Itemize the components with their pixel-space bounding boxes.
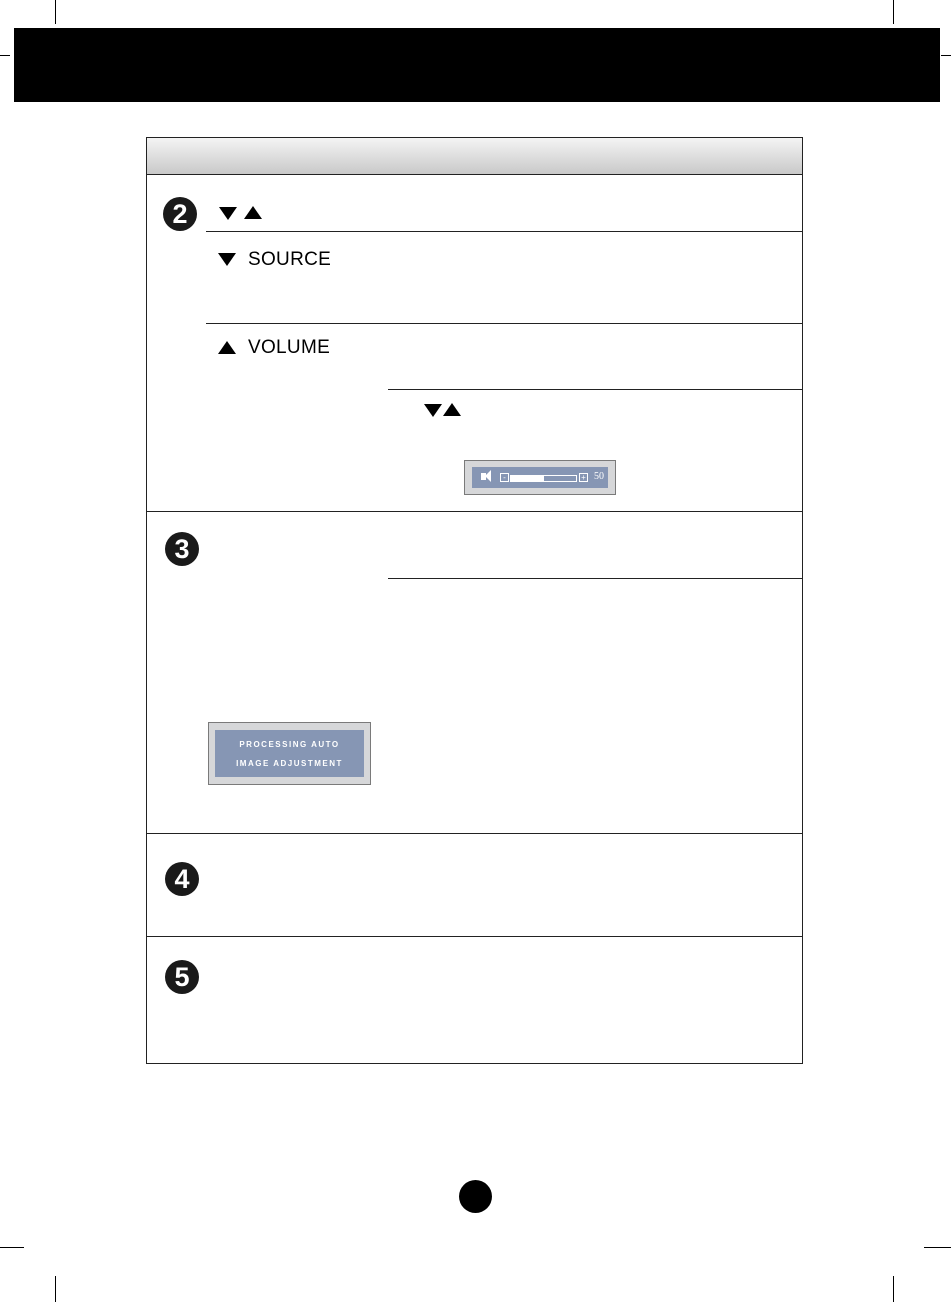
crop-mark: [55, 0, 56, 24]
down-arrow-icon: [218, 253, 236, 266]
volume-plus-icon: +: [579, 473, 588, 482]
section-number-3: 3: [165, 532, 199, 566]
processing-osd-panel: [215, 730, 364, 777]
section-divider: [147, 833, 803, 834]
crop-mark: [893, 1276, 894, 1302]
down-arrow-icon: [219, 207, 237, 220]
section-number-4: 4: [165, 862, 199, 896]
controls-table: [146, 137, 803, 1064]
processing-osd: [208, 722, 371, 785]
up-arrow-icon: [218, 341, 236, 354]
processing-line-2: IMAGE ADJUSTMENT: [236, 759, 343, 768]
row-divider: [206, 231, 803, 232]
volume-minus-icon: -: [500, 473, 509, 482]
table-header: [147, 138, 802, 175]
crop-mark: [893, 0, 894, 24]
row-divider: [388, 389, 803, 390]
source-label: SOURCE: [248, 249, 332, 270]
volume-osd-panel: [472, 467, 608, 488]
up-arrow-icon: [244, 206, 262, 219]
crop-mark: [0, 1247, 24, 1248]
page-number-badge: [459, 1180, 492, 1213]
volume-value: 50: [594, 471, 604, 482]
volume-label: VOLUME: [248, 337, 331, 358]
speaker-cone-icon: [485, 470, 491, 482]
volume-bar: [510, 475, 577, 482]
row-divider: [206, 323, 803, 324]
volume-osd: [464, 460, 616, 495]
crop-mark: [0, 55, 10, 56]
section-divider: [147, 511, 803, 512]
section-number-2: 2: [163, 197, 197, 231]
row-divider: [388, 578, 803, 579]
crop-mark: [941, 55, 951, 56]
section-number-5: 5: [165, 960, 199, 994]
crop-mark: [924, 1247, 951, 1248]
header-band: [14, 28, 940, 102]
section-divider: [147, 936, 803, 937]
processing-line-1: PROCESSING AUTO: [239, 740, 340, 749]
volume-bar-fill: [511, 476, 544, 481]
down-arrow-icon: [424, 404, 442, 417]
crop-mark: [55, 1276, 56, 1302]
up-arrow-icon: [443, 403, 461, 416]
